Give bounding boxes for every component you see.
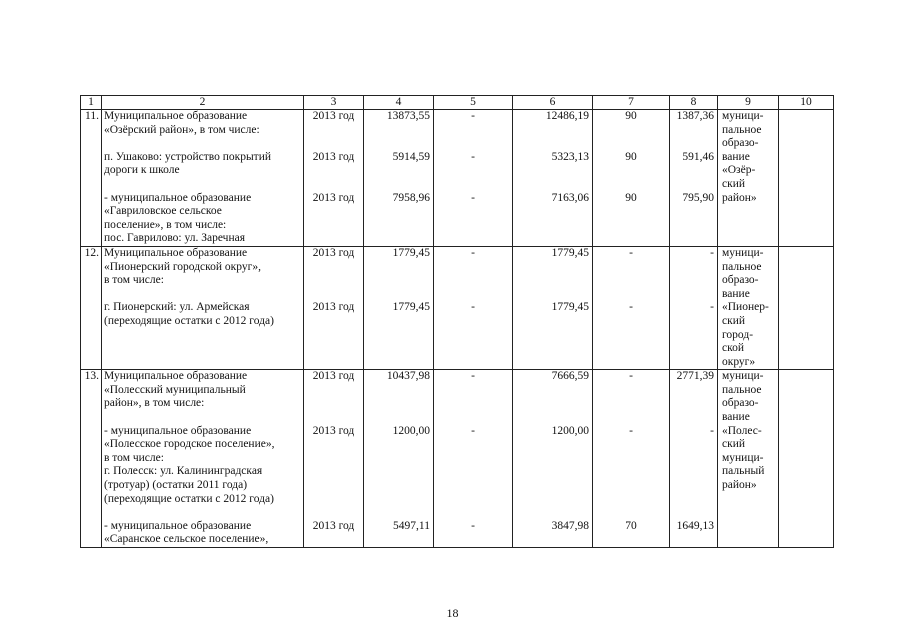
value-year: 2013 год [312, 519, 355, 532]
description-line: в том числе: [104, 274, 164, 287]
value-v5: - [471, 301, 475, 314]
value-v8: - [710, 246, 714, 259]
value-v5: - [471, 191, 475, 204]
value-cell-v4 [364, 370, 434, 548]
value-v8: 591,46 [682, 150, 714, 163]
description-line: - муниципальное образование [104, 191, 252, 204]
value-v7: 90 [625, 110, 637, 122]
responsible-line: пальное [722, 260, 762, 273]
value-cell-v8 [670, 110, 718, 247]
value-year: 2013 год [312, 246, 355, 259]
description-line: в том числе: [104, 451, 164, 464]
value-v5: - [471, 424, 475, 437]
value-cell-v6 [513, 110, 593, 247]
value-v5: - [471, 519, 475, 532]
value-v8: 795,90 [682, 191, 714, 204]
row-number: 13. [81, 370, 102, 548]
responsible-line: муници- [722, 370, 764, 383]
responsible-line: муници- [722, 246, 764, 259]
row-number: 11. [81, 110, 102, 247]
responsible-line: пальное [722, 383, 762, 396]
responsible-line: округ» [722, 355, 756, 368]
column-10-cell [779, 246, 834, 369]
value-v4: 1779,45 [392, 246, 430, 259]
value-v6: 12486,19 [545, 110, 589, 122]
column-10-cell [779, 370, 834, 548]
value-year: 2013 год [312, 370, 355, 383]
responsible-line: вание [722, 150, 750, 163]
column-header: 3 [304, 96, 364, 110]
column-header: 6 [513, 96, 593, 110]
value-year: 2013 год [312, 301, 355, 314]
description-line: «Саранское сельское поселение», [104, 533, 269, 546]
description-line: поселение», в том числе: [104, 218, 227, 231]
column-10-cell [779, 110, 834, 247]
column-header-row [81, 96, 834, 110]
value-year: 2013 год [312, 191, 355, 204]
value-v8: 2771,39 [676, 370, 714, 383]
responsible-line: муници- [722, 451, 764, 464]
responsible-cell [718, 110, 779, 247]
value-v7: - [629, 301, 633, 314]
value-cell-v5 [434, 246, 513, 369]
responsible-line: город- [722, 328, 754, 341]
value-cell-v6 [513, 370, 593, 548]
value-cell-v5 [434, 110, 513, 247]
responsible-line: «Полес- [722, 424, 762, 437]
description-line: п. Ушаково: устройство покрытий [104, 150, 272, 163]
value-v8: - [710, 424, 714, 437]
value-v5: - [471, 110, 475, 122]
responsible-line: «Озёр- [722, 164, 756, 177]
responsible-line: район» [722, 479, 757, 492]
value-v5: - [471, 150, 475, 163]
value-v7: - [629, 246, 633, 259]
description-line: Муниципальное образование [104, 110, 248, 122]
description-cell [102, 370, 304, 548]
description-line: (переходящие остатки с 2012 года) [104, 314, 274, 327]
responsible-cell [718, 370, 779, 548]
description-line: пос. Гаврилово: ул. Заречная [104, 232, 246, 245]
value-cell-v4 [364, 110, 434, 247]
value-year: 2013 год [312, 424, 355, 437]
value-cell-year [304, 110, 364, 247]
value-v4: 10437,98 [386, 370, 430, 383]
value-year: 2013 год [312, 110, 355, 122]
description-cell [102, 246, 304, 369]
value-year: 2013 год [312, 150, 355, 163]
table-row [81, 370, 834, 548]
responsible-line: образо- [722, 137, 759, 150]
description-line: Муниципальное образование [104, 246, 248, 259]
description-line: «Полесское городское поселение», [104, 438, 275, 451]
value-v8: 1387,36 [676, 110, 714, 122]
value-cell-v7 [593, 246, 670, 369]
value-v4: 1200,00 [392, 424, 430, 437]
program-table [80, 95, 834, 548]
value-v7: 90 [625, 150, 637, 163]
description-cell [102, 110, 304, 247]
value-v6: 5323,13 [551, 150, 589, 163]
value-v5: - [471, 370, 475, 383]
column-header: 8 [670, 96, 718, 110]
value-v8: 1649,13 [676, 519, 714, 532]
description-line: г. Полесск: ул. Калининградская [104, 465, 263, 478]
responsible-line: ской [722, 342, 745, 355]
value-v4: 13873,55 [386, 110, 430, 122]
value-cell-v7 [593, 110, 670, 247]
value-v6: 7666,59 [551, 370, 589, 383]
column-header: 4 [364, 96, 434, 110]
value-v6: 7163,06 [551, 191, 589, 204]
value-v6: 1779,45 [551, 301, 589, 314]
column-header: 5 [434, 96, 513, 110]
responsible-line: ский [722, 177, 745, 190]
value-v7: - [629, 370, 633, 383]
responsible-line: ский [722, 314, 745, 327]
page-number: 18 [446, 606, 459, 620]
responsible-cell [718, 246, 779, 369]
description-line: «Гавриловское сельское [104, 205, 222, 218]
value-v6: 3847,98 [551, 519, 589, 532]
description-line: «Озёрский район», в том числе: [104, 123, 260, 136]
table-row [81, 246, 834, 369]
description-line: г. Пионерский: ул. Армейская [104, 301, 250, 314]
value-v4: 5914,59 [392, 150, 430, 163]
value-cell-v5 [434, 370, 513, 548]
value-cell-year [304, 246, 364, 369]
value-cell-v8 [670, 370, 718, 548]
column-header: 1 [81, 96, 102, 110]
value-v6: 1779,45 [551, 246, 589, 259]
value-v4: 5497,11 [393, 519, 430, 532]
value-cell-v7 [593, 370, 670, 548]
column-header: 7 [593, 96, 670, 110]
description-line: дороги к школе [104, 164, 180, 177]
value-cell-v8 [670, 246, 718, 369]
value-v5: - [471, 246, 475, 259]
column-header: 10 [779, 96, 834, 110]
responsible-line: «Пионер- [722, 301, 769, 314]
responsible-line: район» [722, 191, 757, 204]
description-line: «Полесский муниципальный [104, 383, 246, 396]
value-v7: 90 [625, 191, 637, 204]
responsible-line: вание [722, 411, 750, 424]
description-line: район», в том числе: [104, 397, 205, 410]
column-header: 2 [102, 96, 304, 110]
value-cell-v6 [513, 246, 593, 369]
value-cell-v4 [364, 246, 434, 369]
responsible-line: муници- [722, 110, 764, 122]
value-cell-year [304, 370, 364, 548]
description-line: «Пионерский городской округ», [104, 260, 261, 273]
description-line: - муниципальное образование [104, 519, 252, 532]
value-v8: - [710, 301, 714, 314]
description-line: - муниципальное образование [104, 424, 252, 437]
responsible-line: вание [722, 287, 750, 300]
responsible-line: образо- [722, 274, 759, 287]
description-line: Муниципальное образование [104, 370, 248, 383]
table-row [81, 110, 834, 247]
value-v4: 7958,96 [392, 191, 430, 204]
responsible-line: пальный [722, 465, 765, 478]
value-v7: 70 [625, 519, 637, 532]
row-number: 12. [81, 246, 102, 369]
value-v4: 1779,45 [392, 301, 430, 314]
description-line: (переходящие остатки с 2012 года) [104, 492, 274, 505]
responsible-line: образо- [722, 397, 759, 410]
responsible-line: пальное [722, 123, 762, 136]
column-header: 9 [718, 96, 779, 110]
description-line: (тротуар) (остатки 2011 года) [104, 479, 248, 492]
value-v7: - [629, 424, 633, 437]
responsible-line: ский [722, 438, 745, 451]
value-v6: 1200,00 [551, 424, 589, 437]
